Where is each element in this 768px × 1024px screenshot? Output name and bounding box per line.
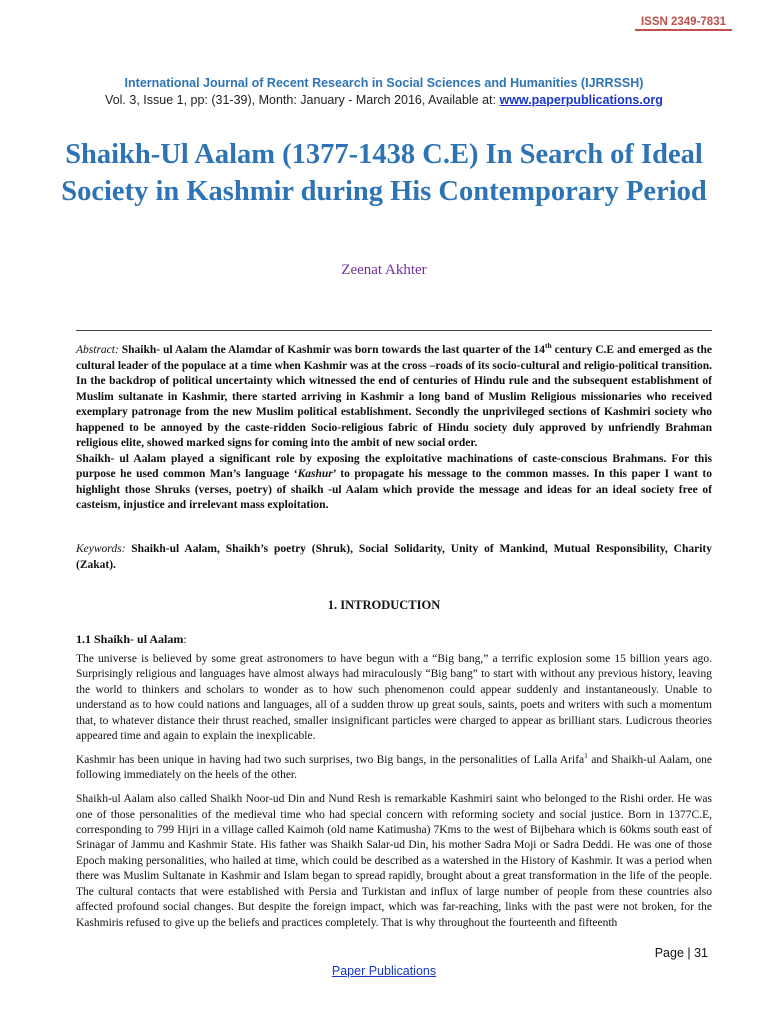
subsection-colon: : bbox=[183, 632, 187, 646]
section-heading-introduction: 1. INTRODUCTION bbox=[327, 598, 441, 612]
volume-text: Vol. 3, Issue 1, pp: (31-39), Month: January - March 2016, Available at: bbox=[105, 93, 500, 107]
introduction-body bbox=[76, 652, 712, 939]
body-paragraph-1: The universe is believed by some great astronomers to have begun with a “Big bang,” a terrific explosion some 15 billion years ago. Surprisingly religious and languages have almost always had miraculously “Big bang” to start with without any previous history, leaving the world to thinkers and scholars to wonder as to how such phenomenon could appear suddenly and instantaneously. Unable to understand as to how could nations and languages, all of a sudden throw up great souls, saints, poets and writers with such a momentum that, to whatever distance their thrust reached, smaller insignificant particles were charged to appear as brilliant stars. Ludicrous theories appeared time and again to explain the inexplicable. bbox=[76, 653, 712, 743]
keywords-label: Keywords: bbox=[76, 543, 126, 555]
body-paragraph-2 bbox=[76, 753, 712, 784]
subsection-heading bbox=[76, 632, 187, 647]
page-number: Page | 31 bbox=[654, 946, 708, 960]
keywords-text: Shaikh-ul Aalam, Shaikh’s poetry (Shruk), Social Solidarity, Unity of Mankind, Mutual Responsibility, Charity (Zakat). bbox=[76, 543, 712, 571]
abstract-kashur: Kashur bbox=[297, 468, 333, 480]
article-title: Shaikh-Ul Aalam (1377-1438 C.E) In Search of Ideal Society in Kashmir during His Contemporary Period bbox=[61, 139, 707, 207]
keywords bbox=[76, 542, 712, 573]
abstract-text-1b: century C.E and emerged as the cultural leader of the populace at a time when Kashmir was at the cross –roads of its socio-cultural and religio-political transition. In the backdrop of political uncertainty which witnessed the end of centuries of Hindu rule and the subsequent establishment of Muslim sultanate in Kashmir, there started arriving in Kashmir a long band of Muslim Religious missionaries who received exemplary patronage from the new Muslim political establishment. Secondly the unprivileged sections of Kashmiri society who happened to be annoyed by the caste-ridden Socio-religious fabric of Hindu society duly approved by unfriendly Brahman religious elite, showed marked signs for coming into the ambit of new social order. bbox=[76, 344, 713, 449]
journal-website-link[interactable]: www.paperpublications.org bbox=[499, 93, 663, 107]
abstract-text-1a: Shaikh- ul Aalam the Alamdar of Kashmir was born towards the last quarter of the 14 bbox=[118, 344, 546, 356]
body-text-2b: and Shaikh-ul Aalam, one following immediately on the heels of the other. bbox=[76, 753, 712, 782]
abstract-paragraph-1 bbox=[76, 343, 712, 452]
volume-info bbox=[0, 93, 768, 107]
author-name: Zeenat Akhter bbox=[341, 262, 427, 278]
journal-name: International Journal of Recent Research in Social Sciences and Humanities (IJRRSSH) bbox=[124, 76, 644, 90]
abstract-text-2a: Shaikh- ul Aalam played a significant role by exposing the exploitative machinations of caste-conscious Brahmans. For this purpose he used common Man’s language ‘ bbox=[76, 452, 712, 480]
abstract bbox=[76, 343, 712, 514]
footnote-marker-1[interactable]: 1 bbox=[584, 751, 588, 761]
publisher-footer-link[interactable]: Paper Publications bbox=[331, 964, 437, 978]
abstract-superscript: th bbox=[545, 341, 552, 351]
abstract-text-2b: ’ to propagate his message to the common masses. In this paper I want to highlight those Shruks (verses, poetry) of shaikh -ul Aalam which provide the message and ideas for an ideal society free of casteism, injustice and irrelevant mass exploitation. bbox=[76, 468, 713, 511]
subsection-title: 1.1 Shaikh- ul Aalam bbox=[76, 632, 184, 646]
body-paragraph-3: Shaikh-ul Aalam also called Shaikh Noor-ud Din and Nund Resh is remarkable Kashmiri saint who belonged to the Rishi order. He was one of those personalities of the medieval time who had special concern with reforming society and social justice. Born in 1377C.E, corresponding to 799 Hijri in a village called Kaimoh (old name Katimusha) 7Kms to the west of Bijbehara which is 60kms south east of Srinagar of Jammu and Kashmir State. His father was Shaikh Salar-ud Din, his mother Sadra Moji or Sadra Deddi. He was one of those Epoch making personalities, who hailed at time, which could be described as a watershed in the History of Kashmir. It was a period when there was Muslim Sultanate in Kashmir and Islam began to spread rapidly, brought about a great transformation in the life of the people. The cultural contacts that were established with Persia and Turkistan and influx of large number of people from these countries also affected profound social changes. But despite the foreign impact, which was far-reaching, links with the past were not broken, for the Kashmiris refused to give up the beliefs and practices completely. That is why throughout the fourteenth and fifteenth bbox=[76, 793, 712, 929]
abstract-label: Abstract: bbox=[76, 344, 119, 356]
header-divider bbox=[76, 330, 712, 331]
abstract-paragraph-2 bbox=[76, 452, 712, 514]
issn-badge: ISSN 2349-7831 bbox=[635, 14, 732, 31]
body-text-2a: Kashmir has been unique in having had two such surprises, two Big bangs, in the personalities of Lalla Arifa bbox=[76, 753, 585, 766]
